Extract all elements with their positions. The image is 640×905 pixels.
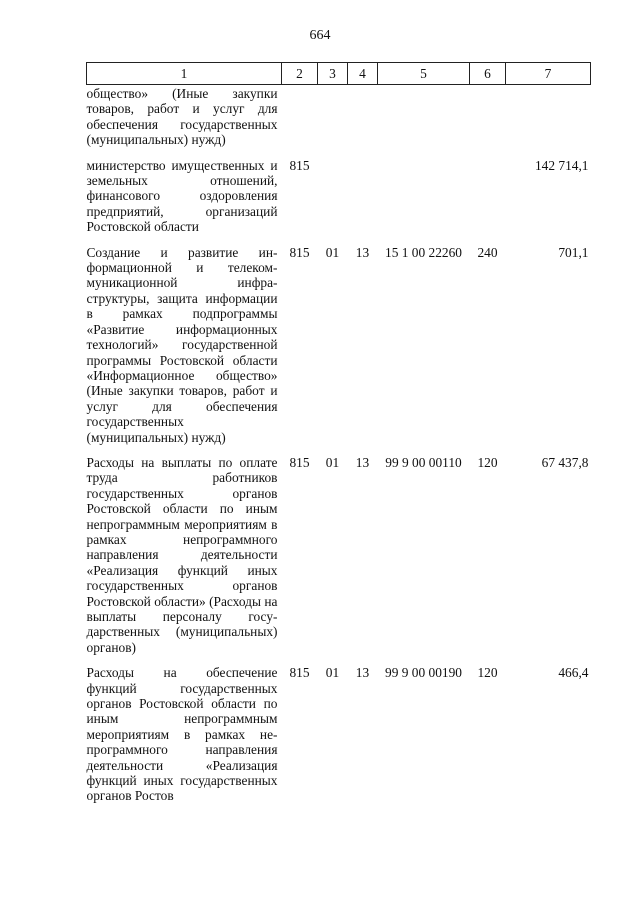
table-row [87,235,591,445]
row-amount: 466,4 [558,665,589,681]
row-amount: 67 437,8 [541,454,589,470]
column-header: 1 [87,63,282,85]
budget-table [86,62,591,804]
row-name: министерство имущественных и земельных отношений, финансового оздоровления предприятий, организаций Ростовской области [86,157,278,235]
row-section [318,148,348,235]
row-amount [506,85,591,148]
row-ministry: 815 [289,244,310,260]
row-ministry: 815 [289,454,310,470]
row-target: 99 9 00 00110 [385,454,462,470]
column-header: 2 [282,63,318,85]
row-type [470,148,506,235]
row-name: Создание и развитие информационной и телекоммуникационной инфраструктуры, защита информации в рамках подпрограммы «Развитие информационных технологий» государственной программы Ростовской области «Информационное общество» (Иные закупки товаров, работ и услуг для обеспечения государственных (муниципальных) нужд) [86,244,278,445]
table-row [87,655,591,804]
row-type: 120 [477,665,498,681]
row-target: 15 1 00 22260 [385,244,462,260]
row-subsection [348,85,378,148]
table-row [87,445,591,655]
row-target [378,85,470,148]
row-section: 01 [325,244,340,260]
row-ministry [282,85,318,148]
row-type: 240 [477,244,498,260]
row-section: 01 [325,665,340,681]
table-row [87,85,591,148]
row-subsection [348,148,378,235]
table-header-row [87,63,591,85]
page-number: 664 [309,28,331,43]
row-ministry: 815 [289,665,310,681]
column-header: 3 [318,63,348,85]
column-header: 5 [378,63,470,85]
row-type [470,85,506,148]
row-ministry: 815 [289,157,310,173]
row-target: 99 9 00 00190 [385,665,462,681]
row-amount: 701,1 [558,244,589,260]
row-subsection: 13 [355,454,370,470]
row-type: 120 [477,454,498,470]
row-subsection: 13 [355,665,370,681]
row-amount: 142 714,1 [534,157,589,173]
column-header: 6 [470,63,506,85]
row-name: общество» (Иные закупки товаров, работ и услуг для обеспечения государственных (муниципальных) нужд) [86,86,278,148]
column-header: 4 [348,63,378,85]
row-section [318,85,348,148]
column-header: 7 [506,63,591,85]
row-subsection: 13 [355,244,370,260]
row-name: Расходы на выплаты по оплате труда работников государственных органов Ростовской области по иным непрограммным мероприятиям в рамках непрограммного направления деятельности «Реализация функций иных государственных органов Ростовской области» (Расходы на выплаты персоналу государственных (муниципальных) органов) [86,454,278,655]
row-target [378,148,470,235]
row-section: 01 [325,454,340,470]
table-row [87,148,591,235]
row-name: Расходы на обеспечение функций государственных органов Ростовской области по иным непрограммным мероприятиям в рамках непрограммного направления деятельности «Реализация функций иных государственных органов Ростов [86,665,278,804]
